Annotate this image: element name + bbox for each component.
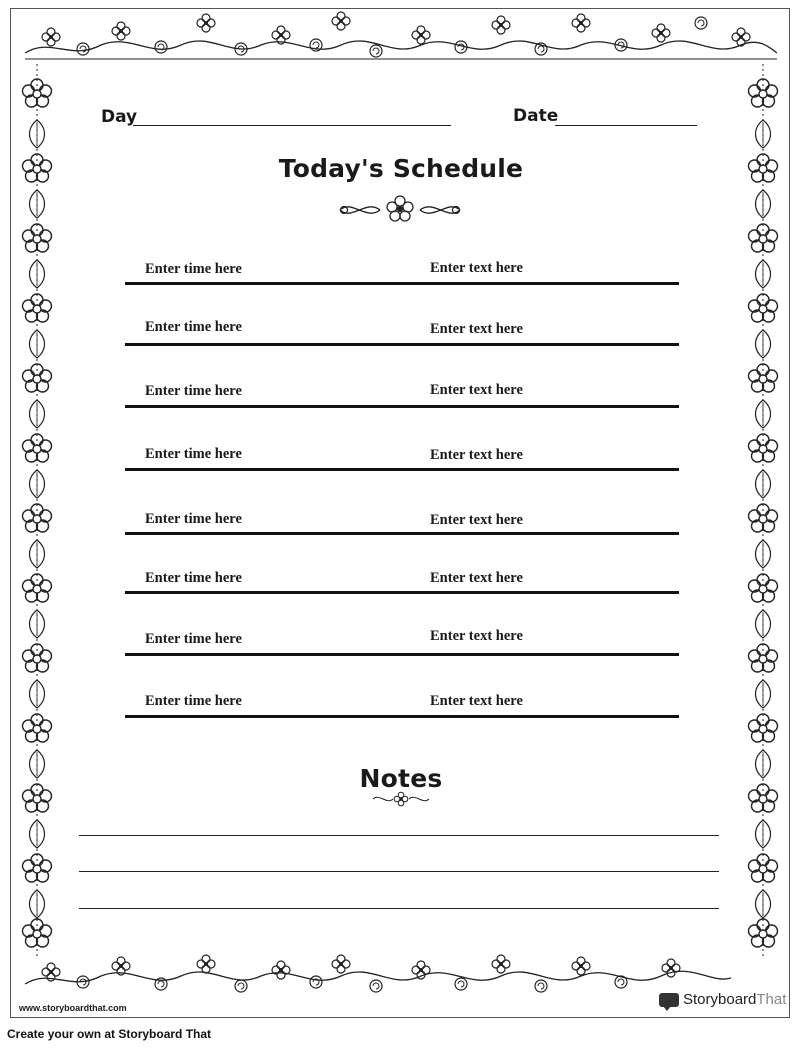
flower-border-left-icon: [11, 64, 63, 959]
row-line: [125, 715, 679, 718]
date-field[interactable]: [555, 125, 697, 126]
row-line: [125, 532, 679, 535]
date-label: Date: [513, 106, 559, 126]
day-field[interactable]: [133, 125, 451, 126]
row-text[interactable]: Enter text here: [430, 693, 523, 709]
row-time[interactable]: Enter time here: [145, 631, 242, 647]
logo-text: StoryboardThat: [683, 991, 787, 1008]
notes-line[interactable]: [79, 871, 719, 872]
worksheet-page: [10, 8, 790, 1018]
row-time[interactable]: Enter time here: [145, 261, 242, 277]
row-line: [125, 653, 679, 656]
row-text[interactable]: Enter text here: [430, 570, 523, 586]
row-line: [125, 343, 679, 346]
storyboard-logo-icon: [659, 993, 679, 1007]
row-line: [125, 405, 679, 408]
row-time[interactable]: Enter time here: [145, 383, 242, 399]
watermark-url: www.storyboardthat.com: [19, 1003, 127, 1013]
flower-divider-small-icon: [371, 791, 431, 807]
row-text[interactable]: Enter text here: [430, 512, 523, 528]
footer-credit[interactable]: Create your own at Storyboard That: [7, 1027, 212, 1041]
row-text[interactable]: Enter text here: [430, 382, 523, 398]
flower-border-right-icon: [737, 64, 789, 959]
row-text[interactable]: Enter text here: [430, 321, 523, 337]
row-text[interactable]: Enter text here: [430, 260, 523, 276]
page-title: Today's Schedule: [278, 154, 524, 183]
row-time[interactable]: Enter time here: [145, 570, 242, 586]
row-line: [125, 468, 679, 471]
row-text[interactable]: Enter text here: [430, 628, 523, 644]
row-time[interactable]: Enter time here: [145, 511, 242, 527]
row-line: [125, 282, 679, 285]
day-label: Day: [101, 107, 138, 127]
row-text[interactable]: Enter text here: [430, 447, 523, 463]
row-time[interactable]: Enter time here: [145, 446, 242, 462]
notes-line[interactable]: [79, 908, 719, 909]
row-time[interactable]: Enter time here: [145, 693, 242, 709]
row-line: [125, 591, 679, 594]
row-time[interactable]: Enter time here: [145, 319, 242, 335]
flower-border-top-icon: [11, 9, 789, 71]
storyboard-logo[interactable]: [659, 991, 786, 1008]
flower-divider-icon: [336, 195, 464, 225]
notes-title: Notes: [359, 764, 443, 793]
notes-line[interactable]: [79, 835, 719, 836]
